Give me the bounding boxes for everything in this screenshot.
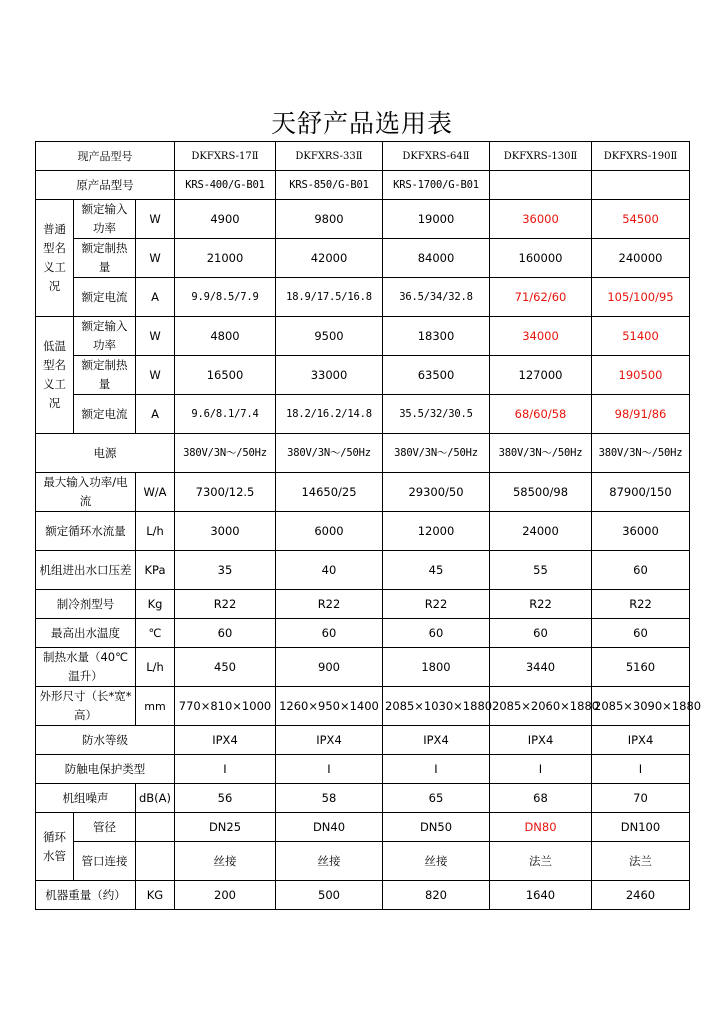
unit-cell-empty — [136, 813, 175, 842]
value-cell: 36000 — [592, 512, 690, 551]
value-cell: 98/91/86 — [592, 395, 690, 434]
value-cell: 105/100/95 — [592, 278, 690, 317]
original-model-cell — [490, 171, 592, 200]
table-row-low-heating — [36, 356, 690, 395]
model-cell: DKFXRS-190Ⅱ — [592, 142, 690, 171]
label-hot-water: 制热水量（40℃温升） — [36, 648, 136, 687]
value-cell: 2085×3090×1880 — [592, 687, 690, 726]
table-row-pipe-diameter — [36, 813, 690, 842]
value-cell: 1260×950×1400 — [276, 687, 383, 726]
value-cell: 21000 — [175, 239, 276, 278]
value-cell: 380V/3N～/50Hz — [592, 434, 690, 473]
unit-cell-empty — [136, 842, 175, 881]
value-cell: 丝接 — [175, 842, 276, 881]
value-cell: 丝接 — [276, 842, 383, 881]
table-row-normal-current — [36, 278, 690, 317]
unit-cell: A — [136, 278, 175, 317]
value-cell: 16500 — [175, 356, 276, 395]
table-row-rated-flow — [36, 512, 690, 551]
unit-cell: W — [136, 317, 175, 356]
value-cell: R22 — [276, 590, 383, 619]
value-cell: I — [276, 755, 383, 784]
value-cell: 63500 — [383, 356, 490, 395]
label-current-model: 现产品型号 — [36, 142, 175, 171]
value-cell: 2085×1030×1880 — [383, 687, 490, 726]
value-cell: 200 — [175, 881, 276, 910]
value-cell: 380V/3N～/50Hz — [383, 434, 490, 473]
value-cell: 4800 — [175, 317, 276, 356]
value-cell: I — [175, 755, 276, 784]
value-cell: 18.9/17.5/16.8 — [276, 278, 383, 317]
label-pipe-group: 循环水管 — [36, 813, 74, 881]
table-row-max-outlet-temp — [36, 619, 690, 648]
table-row-original-model — [36, 171, 690, 200]
value-cell: 35.5/32/30.5 — [383, 395, 490, 434]
model-cell: DKFXRS-64Ⅱ — [383, 142, 490, 171]
value-cell: DN40 — [276, 813, 383, 842]
value-cell: 127000 — [490, 356, 592, 395]
value-cell: 54500 — [592, 200, 690, 239]
value-cell: 5160 — [592, 648, 690, 687]
value-cell: IPX4 — [490, 726, 592, 755]
value-cell: 60 — [592, 551, 690, 590]
value-cell: DN80 — [490, 813, 592, 842]
table-row-pipe-connection — [36, 842, 690, 881]
value-cell: 380V/3N～/50Hz — [276, 434, 383, 473]
unit-cell: W/A — [136, 473, 175, 512]
original-model-cell: KRS-850/G-B01 — [276, 171, 383, 200]
table-row-pressure-diff — [36, 551, 690, 590]
value-cell: 40 — [276, 551, 383, 590]
original-model-cell: KRS-400/G-B01 — [175, 171, 276, 200]
value-cell: IPX4 — [592, 726, 690, 755]
value-cell: 60 — [592, 619, 690, 648]
value-cell: 34000 — [490, 317, 592, 356]
value-cell: 60 — [383, 619, 490, 648]
table-row-low-current — [36, 395, 690, 434]
value-cell: 60 — [490, 619, 592, 648]
page-title: 天舒产品选用表 — [270, 109, 453, 138]
value-cell: 12000 — [383, 512, 490, 551]
unit-cell: KG — [136, 881, 175, 910]
value-cell: 240000 — [592, 239, 690, 278]
value-cell: 70 — [592, 784, 690, 813]
value-cell: 56 — [175, 784, 276, 813]
original-model-cell: KRS-1700/G-B01 — [383, 171, 490, 200]
label-pipe-diameter: 管径 — [74, 813, 136, 842]
value-cell: 2460 — [592, 881, 690, 910]
value-cell: 3000 — [175, 512, 276, 551]
value-cell: 9.6/8.1/7.4 — [175, 395, 276, 434]
value-cell: 29300/50 — [383, 473, 490, 512]
value-cell: R22 — [175, 590, 276, 619]
label-shock-protection: 防触电保护类型 — [36, 755, 175, 784]
value-cell: 160000 — [490, 239, 592, 278]
value-cell: I — [490, 755, 592, 784]
value-cell: 1800 — [383, 648, 490, 687]
model-cell: DKFXRS-130Ⅱ — [490, 142, 592, 171]
value-cell: 2085×2060×1880 — [490, 687, 592, 726]
value-cell: DN25 — [175, 813, 276, 842]
label-original-model: 原产品型号 — [36, 171, 175, 200]
value-cell: 190500 — [592, 356, 690, 395]
value-cell: 68/60/58 — [490, 395, 592, 434]
value-cell: I — [592, 755, 690, 784]
label-power-supply: 电源 — [36, 434, 175, 473]
value-cell: 9800 — [276, 200, 383, 239]
value-cell: 450 — [175, 648, 276, 687]
table-row-max-input — [36, 473, 690, 512]
unit-cell: KPa — [136, 551, 175, 590]
unit-cell: Kg — [136, 590, 175, 619]
value-cell: 1640 — [490, 881, 592, 910]
value-cell: 42000 — [276, 239, 383, 278]
value-cell: 法兰 — [592, 842, 690, 881]
value-cell: 法兰 — [490, 842, 592, 881]
value-cell: 60 — [175, 619, 276, 648]
model-cell: DKFXRS-33Ⅱ — [276, 142, 383, 171]
label-pressure-diff: 机组进出水口压差 — [36, 551, 136, 590]
value-cell: 36000 — [490, 200, 592, 239]
unit-cell: L/h — [136, 512, 175, 551]
label-noise: 机组噪声 — [36, 784, 136, 813]
value-cell: 84000 — [383, 239, 490, 278]
value-cell: 500 — [276, 881, 383, 910]
value-cell: 19000 — [383, 200, 490, 239]
value-cell: IPX4 — [383, 726, 490, 755]
value-cell: 9.9/8.5/7.9 — [175, 278, 276, 317]
table-row-refrigerant — [36, 590, 690, 619]
value-cell: 58500/98 — [490, 473, 592, 512]
value-cell: 24000 — [490, 512, 592, 551]
unit-cell: W — [136, 356, 175, 395]
product-selection-table — [35, 141, 702, 910]
label-pipe-connection: 管口连接 — [74, 842, 136, 881]
model-cell: DKFXRS-17Ⅱ — [175, 142, 276, 171]
value-cell: 51400 — [592, 317, 690, 356]
table-row-weight — [36, 881, 690, 910]
value-cell: DN100 — [592, 813, 690, 842]
table-row-dimensions — [36, 687, 690, 726]
table-row-normal-heating — [36, 239, 690, 278]
unit-cell: ℃ — [136, 619, 175, 648]
value-cell: IPX4 — [276, 726, 383, 755]
label-rated-heating: 额定制热量 — [74, 239, 136, 278]
table-row-waterproof — [36, 726, 690, 755]
label-rated-current: 额定电流 — [74, 395, 136, 434]
value-cell: R22 — [592, 590, 690, 619]
label-low-group: 低温型名义工况 — [36, 317, 74, 434]
label-rated-input-power: 额定输入功率 — [74, 317, 136, 356]
value-cell: 9500 — [276, 317, 383, 356]
value-cell: DN50 — [383, 813, 490, 842]
table-row-hot-water — [36, 648, 690, 687]
value-cell: 3440 — [490, 648, 592, 687]
value-cell: 900 — [276, 648, 383, 687]
value-cell: 820 — [383, 881, 490, 910]
value-cell: 58 — [276, 784, 383, 813]
value-cell: 36.5/34/32.8 — [383, 278, 490, 317]
value-cell: R22 — [383, 590, 490, 619]
table-row-normal-input-power — [36, 200, 690, 239]
value-cell: I — [383, 755, 490, 784]
unit-cell: W — [136, 239, 175, 278]
table-row-current-model — [36, 142, 690, 171]
table-row-noise — [36, 784, 690, 813]
label-rated-current: 额定电流 — [74, 278, 136, 317]
original-model-cell — [592, 171, 690, 200]
value-cell: 71/62/60 — [490, 278, 592, 317]
value-cell: 7300/12.5 — [175, 473, 276, 512]
label-max-outlet-temp: 最高出水温度 — [36, 619, 136, 648]
value-cell: 33000 — [276, 356, 383, 395]
value-cell: 45 — [383, 551, 490, 590]
value-cell: IPX4 — [175, 726, 276, 755]
unit-cell: dB(A) — [136, 784, 175, 813]
label-weight: 机器重量（约） — [36, 881, 136, 910]
value-cell: 380V/3N～/50Hz — [490, 434, 592, 473]
value-cell: 6000 — [276, 512, 383, 551]
value-cell: 60 — [276, 619, 383, 648]
value-cell: 35 — [175, 551, 276, 590]
value-cell: R22 — [490, 590, 592, 619]
label-rated-heating: 额定制热量 — [74, 356, 136, 395]
label-waterproof: 防水等级 — [36, 726, 175, 755]
label-rated-input-power: 额定输入功率 — [74, 200, 136, 239]
value-cell: 14650/25 — [276, 473, 383, 512]
value-cell: 770×810×1000 — [175, 687, 276, 726]
value-cell: 87900/150 — [592, 473, 690, 512]
value-cell: 65 — [383, 784, 490, 813]
value-cell: 18.2/16.2/14.8 — [276, 395, 383, 434]
unit-cell: L/h — [136, 648, 175, 687]
value-cell: 380V/3N～/50Hz — [175, 434, 276, 473]
table-row-shock-protection — [36, 755, 690, 784]
value-cell: 68 — [490, 784, 592, 813]
value-cell: 18300 — [383, 317, 490, 356]
table-row-power-supply — [36, 434, 690, 473]
value-cell: 丝接 — [383, 842, 490, 881]
unit-cell: mm — [136, 687, 175, 726]
value-cell: 4900 — [175, 200, 276, 239]
value-cell: 55 — [490, 551, 592, 590]
label-refrigerant: 制冷剂型号 — [36, 590, 136, 619]
label-rated-flow: 额定循环水流量 — [36, 512, 136, 551]
label-normal-group: 普通型名义工况 — [36, 200, 74, 317]
unit-cell: A — [136, 395, 175, 434]
label-max-input: 最大输入功率/电流 — [36, 473, 136, 512]
label-dimensions: 外形尺寸（长*宽*高） — [36, 687, 136, 726]
unit-cell: W — [136, 200, 175, 239]
table-row-low-input-power — [36, 317, 690, 356]
